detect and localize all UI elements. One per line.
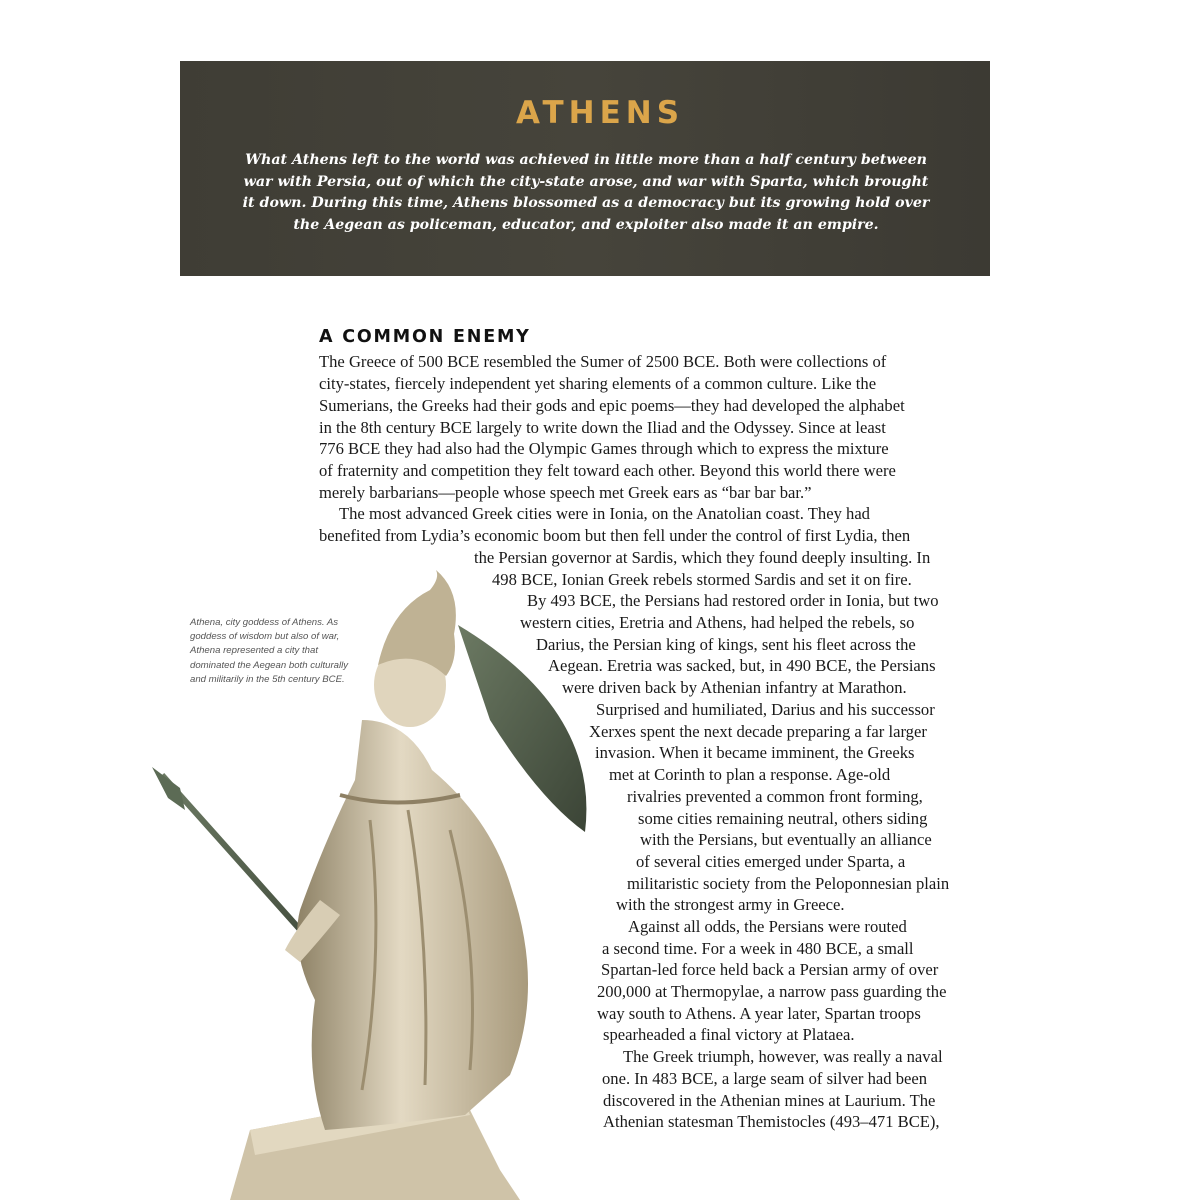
text-line: Spartan-led force held back a Persian army of over <box>601 960 939 979</box>
text-line: benefited from Lydia’s economic boom but then fell under the control of first Lydia, then <box>319 526 911 545</box>
intro-paragraph: What Athens left to the world was achieved in little more than a half century between war with Persia, out of which the city-state arose, and war with Sparta, which brought it down. During this time, Athens blossomed as a democracy but its growing hold over the Aegean as policeman, educator, and exploiter also made it an empire. <box>242 152 930 233</box>
text-line: By 493 BCE, the Persians had restored order in Ionia, but two <box>527 591 939 610</box>
text-line: 200,000 at Thermopylae, a narrow pass guarding the <box>597 982 947 1001</box>
text-line: some cities remaining neutral, others siding <box>638 809 928 828</box>
text-line: Athenian statesman Themistocles (493–471 BCE), <box>603 1112 940 1131</box>
text-line: of fraternity and competition they felt toward each other. Beyond this world there were <box>319 461 896 480</box>
page-title: ATHENS <box>515 95 685 131</box>
text-line: The most advanced Greek cities were in Ionia, on the Anatolian coast. They had <box>339 504 870 523</box>
text-line: western cities, Eretria and Athens, had helped the rebels, so <box>520 613 915 632</box>
text-line: of several cities emerged under Sparta, a <box>636 852 906 871</box>
section-heading: A COMMON ENEMY <box>319 327 531 347</box>
text-line: Against all odds, the Persians were routed <box>628 917 907 936</box>
text-line: in the 8th century BCE largely to write down the Iliad and the Odyssey. Since at least <box>319 418 886 437</box>
text-line: spearheaded a final victory at Plataea. <box>603 1025 855 1044</box>
athena-statue-image <box>140 570 610 1200</box>
image-caption: Athena, city goddess of Athens. As goddess of wisdom but also of war, Athena represented a city that dominated the Aegean both culturally and militarily in the 5th century BCE. <box>190 617 349 685</box>
shield <box>458 625 586 832</box>
text-line: Surprised and humiliated, Darius and his successor <box>596 700 935 719</box>
text-line: discovered in the Athenian mines at Laurium. The <box>603 1091 936 1110</box>
text-line: merely barbarians—people whose speech met Greek ears as “bar bar bar.” <box>319 483 812 502</box>
text-line: Sumerians, the Greeks had their gods and epic poems—they had developed the alphabet <box>319 396 905 415</box>
text-line: with the strongest army in Greece. <box>616 895 845 914</box>
text-line: rivalries prevented a common front forming, <box>627 787 923 806</box>
text-line: the Persian governor at Sardis, which they found deeply insulting. In <box>474 548 931 567</box>
text-line: Darius, the Persian king of kings, sent his fleet across the <box>536 635 916 654</box>
text-line: 498 BCE, Ionian Greek rebels stormed Sardis and set it on fire. <box>492 570 912 589</box>
text-line: met at Corinth to plan a response. Age-old <box>609 765 891 784</box>
text-line: 776 BCE they had also had the Olympic Games through which to express the mixture <box>319 439 889 458</box>
text-line: Aegean. Eretria was sacked, but, in 490 BCE, the Persians <box>548 656 936 675</box>
text-line: militaristic society from the Peloponnesian plain <box>627 874 950 893</box>
text-line: a second time. For a week in 480 BCE, a small <box>602 939 914 958</box>
text-line: with the Persians, but eventually an alliance <box>640 830 932 849</box>
text-line: The Greece of 500 BCE resembled the Sumer of 2500 BCE. Both were collections of <box>319 352 887 371</box>
text-line: invasion. When it became imminent, the Greeks <box>595 743 915 762</box>
text-line: were driven back by Athenian infantry at Marathon. <box>562 678 907 697</box>
text-line: city-states, fiercely independent yet sharing elements of a common culture. Like the <box>319 374 877 393</box>
text-line: The Greek triumph, however, was really a naval <box>623 1047 943 1066</box>
text-line: one. In 483 BCE, a large seam of silver had been <box>602 1069 928 1088</box>
text-line: way south to Athens. A year later, Spartan troops <box>597 1004 921 1023</box>
text-line: Xerxes spent the next decade preparing a far larger <box>589 722 927 741</box>
